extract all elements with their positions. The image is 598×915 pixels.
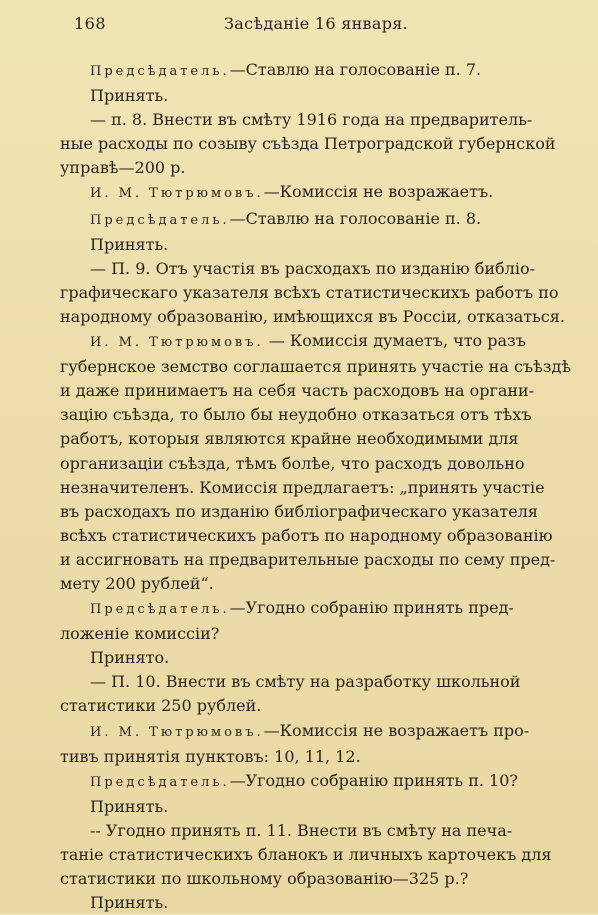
line-text: работъ, которыя являются крайне необходимыми для bbox=[60, 429, 519, 449]
text-line bbox=[60, 843, 580, 867]
text-line bbox=[88, 646, 580, 670]
line-text: Принято. bbox=[90, 648, 170, 668]
text-line bbox=[60, 548, 580, 572]
line-text: и ассигновать на предварительные расходы по сему пред- bbox=[60, 549, 556, 569]
text-line bbox=[88, 58, 580, 84]
line-text: статистики 250 рублей. bbox=[60, 696, 262, 716]
text-line bbox=[60, 500, 580, 524]
line-text: организаціи съѣзда, тѣмъ болѣе, что расходъ довольно bbox=[60, 453, 525, 473]
text-line bbox=[88, 769, 580, 795]
text-line bbox=[60, 156, 580, 180]
text-line bbox=[88, 84, 580, 108]
line-text: —Ставлю на голосованіе п. 7. bbox=[229, 60, 482, 79]
text-line bbox=[88, 719, 580, 745]
line-text: Принять. bbox=[90, 893, 169, 913]
line-text: народному образованію, имѣющихся въ Россіи, отказаться. bbox=[60, 306, 565, 326]
line-text: таніе статистическихъ бланокъ и личныхъ карточекъ для bbox=[60, 845, 552, 864]
text-line bbox=[60, 403, 580, 427]
text-line bbox=[60, 572, 580, 596]
text-line bbox=[88, 891, 580, 915]
line-text: ложеніе комиссіи? bbox=[60, 624, 220, 644]
line-text: мету 200 рублей“. bbox=[60, 573, 214, 593]
line-text: зацію съѣзда, то было бы неудобно отказаться отъ тѣхъ bbox=[60, 405, 532, 425]
text-line bbox=[88, 329, 580, 355]
speaker-name: Предсѣдатель. bbox=[90, 774, 230, 790]
line-text: въ расходахъ по изданію библіографическаго указателя bbox=[60, 501, 538, 521]
text-line bbox=[60, 745, 580, 769]
text-line bbox=[60, 427, 580, 451]
line-text: всѣхъ статистическихъ работъ по народному образованію bbox=[60, 525, 553, 545]
text-line bbox=[60, 281, 580, 305]
line-text: Принять. bbox=[90, 796, 169, 816]
line-text: — Комиссія думаетъ, что разъ bbox=[263, 331, 526, 351]
speaker-name: Предсѣдатель. bbox=[90, 212, 230, 228]
speaker-name: И. М. Тютрюмовъ. bbox=[90, 186, 264, 202]
line-text: — П. 9. Отъ участія въ расходахъ по изданію библіо- bbox=[90, 258, 535, 278]
text-line bbox=[88, 180, 580, 206]
line-text: — п. 8. Внести въ смѣту 1916 года на предваритель- bbox=[90, 110, 533, 130]
text-line bbox=[88, 207, 580, 233]
line-text: ные расходы по созыву съѣзда Петроградской губернской bbox=[60, 134, 556, 154]
line-text: —Угодно собранію принять п. 10? bbox=[229, 770, 518, 790]
line-text: — П. 10. Внести въ смѣту на разработку школьной bbox=[90, 672, 521, 692]
page-number: 168 bbox=[74, 14, 107, 33]
text-line bbox=[88, 795, 580, 819]
line-text: губернское земство соглашается принять участіе на съѣздѣ bbox=[60, 357, 571, 377]
text-line bbox=[88, 670, 580, 694]
speaker-name: Предсѣдатель. bbox=[90, 64, 230, 79]
line-text: статистики по школьному образованію—325 р.? bbox=[60, 869, 469, 889]
text-line bbox=[60, 305, 580, 329]
text-line bbox=[60, 622, 580, 646]
text-line bbox=[60, 379, 580, 403]
text-line bbox=[88, 596, 580, 622]
page-header bbox=[74, 14, 558, 38]
line-text: Принять. bbox=[90, 86, 169, 106]
text-line bbox=[60, 476, 580, 500]
line-text: -- Угодно принять п. 11. Внести въ смѣту на печа- bbox=[90, 820, 513, 840]
text-line bbox=[60, 355, 580, 379]
line-text: —Ставлю на голосованіе п. 8. bbox=[229, 208, 482, 228]
speaker-name: И. М. Тютрюмовъ. bbox=[90, 724, 264, 740]
text-line bbox=[88, 257, 580, 281]
line-text: управѣ—200 р. bbox=[60, 158, 186, 178]
text-line bbox=[60, 524, 580, 548]
text-line bbox=[88, 233, 580, 257]
speaker-name: И. М. Тютрюмовъ. bbox=[90, 335, 264, 351]
line-text: Принять. bbox=[90, 234, 169, 254]
line-text: графическаго указателя всѣхъ статистическихъ работъ по bbox=[60, 282, 559, 302]
text-line bbox=[60, 694, 580, 718]
text-line bbox=[60, 452, 580, 476]
line-text: —Угодно собранію принять пред- bbox=[229, 598, 514, 618]
text-line bbox=[88, 108, 580, 132]
line-text: незначителенъ. Комиссія предлагаетъ: „принять участіе bbox=[60, 477, 545, 497]
line-text: и даже принимаетъ на себя часть расходовъ на органи- bbox=[60, 381, 535, 401]
speaker-name: Предсѣдатель. bbox=[90, 602, 230, 618]
text-line bbox=[60, 867, 580, 891]
text-line bbox=[60, 132, 580, 156]
text-line bbox=[88, 819, 580, 843]
running-title: Засѣданіе 16 января. bbox=[224, 14, 409, 33]
document-body bbox=[60, 58, 580, 915]
line-text: —Комиссія не возражаетъ. bbox=[263, 182, 494, 202]
line-text: тивъ принятія пунктовъ: 10, 11, 12. bbox=[60, 746, 361, 766]
line-text: —Комиссія не возражаетъ про- bbox=[263, 720, 530, 740]
